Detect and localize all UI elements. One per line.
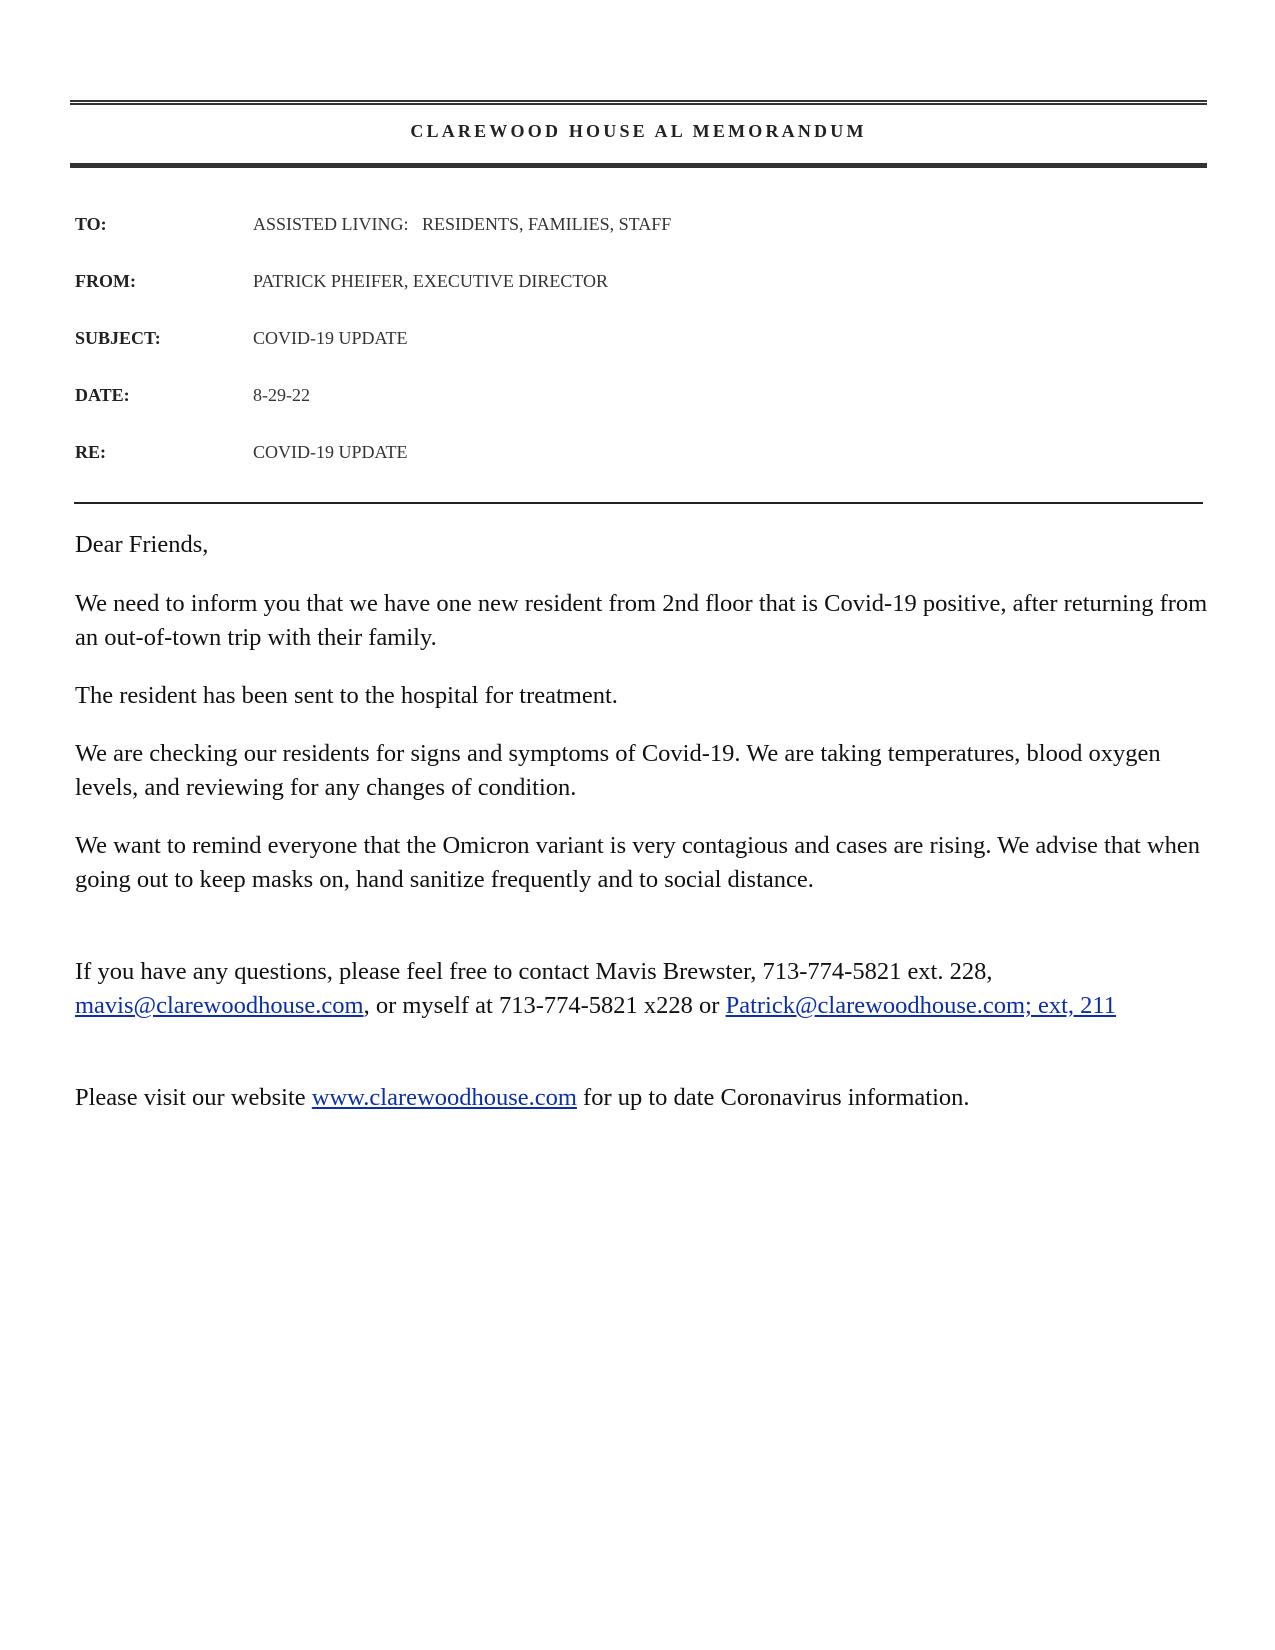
from-value: PATRICK PHEIFER, EXECUTIVE DIRECTOR [253,271,609,291]
from-label: FROM: [75,271,136,291]
header-separator-rule [74,502,1203,504]
header-bottom-rule [70,163,1207,168]
re-value: COVID-19 UPDATE [253,442,408,462]
paragraph-hospital: The resident has been sent to the hospital for treatment. [75,682,618,709]
website-text-1: Please visit our website [75,1084,312,1111]
paragraph-website [75,1081,1215,1115]
date-label: DATE: [75,385,130,405]
paragraph-omicron: We want to remind everyone that the Omicron variant is very contagious and cases are rising. We advise that when going out to keep masks on, hand sanitize frequently and to social distance. [75,832,1200,893]
paragraph-monitoring: We are checking our residents for signs and symptoms of Covid-19. We are taking temperatures, blood oxygen levels, and reviewing for any changes of condition. [75,740,1161,801]
header-top-rule [70,100,1207,105]
contact-text-1: If you have any questions, please feel free to contact Mavis Brewster, 713-774-5821 ext. 228, [75,958,993,985]
website-text-2: for up to date Coronavirus information. [576,1084,970,1111]
memo-title: CLAREWOOD HOUSE AL MEMORANDUM [410,121,867,141]
to-value: ASSISTED LIVING: RESIDENTS, FAMILIES, STAFF [253,214,672,234]
paragraph-new-case: We need to inform you that we have one new resident from 2nd floor that is Covid-19 positive, after returning from an out-of-town trip with their family. [75,590,1208,651]
re-label: RE: [75,442,106,462]
paragraph-contact [75,955,1215,1023]
mavis-email-link[interactable]: mavis@clarewoodhouse.com [75,992,364,1019]
website-link[interactable]: www.clarewoodhouse.com [311,1084,577,1111]
subject-value: COVID-19 UPDATE [253,328,408,348]
subject-label: SUBJECT: [75,328,161,348]
to-label: TO: [75,214,107,234]
greeting: Dear Friends, [75,531,209,558]
contact-text-2: , or myself at 713-774-5821 x228 or [363,992,726,1019]
patrick-email-link[interactable]: Patrick@clarewoodhouse.com; ext, 211 [725,992,1117,1019]
date-value: 8-29-22 [253,385,310,405]
